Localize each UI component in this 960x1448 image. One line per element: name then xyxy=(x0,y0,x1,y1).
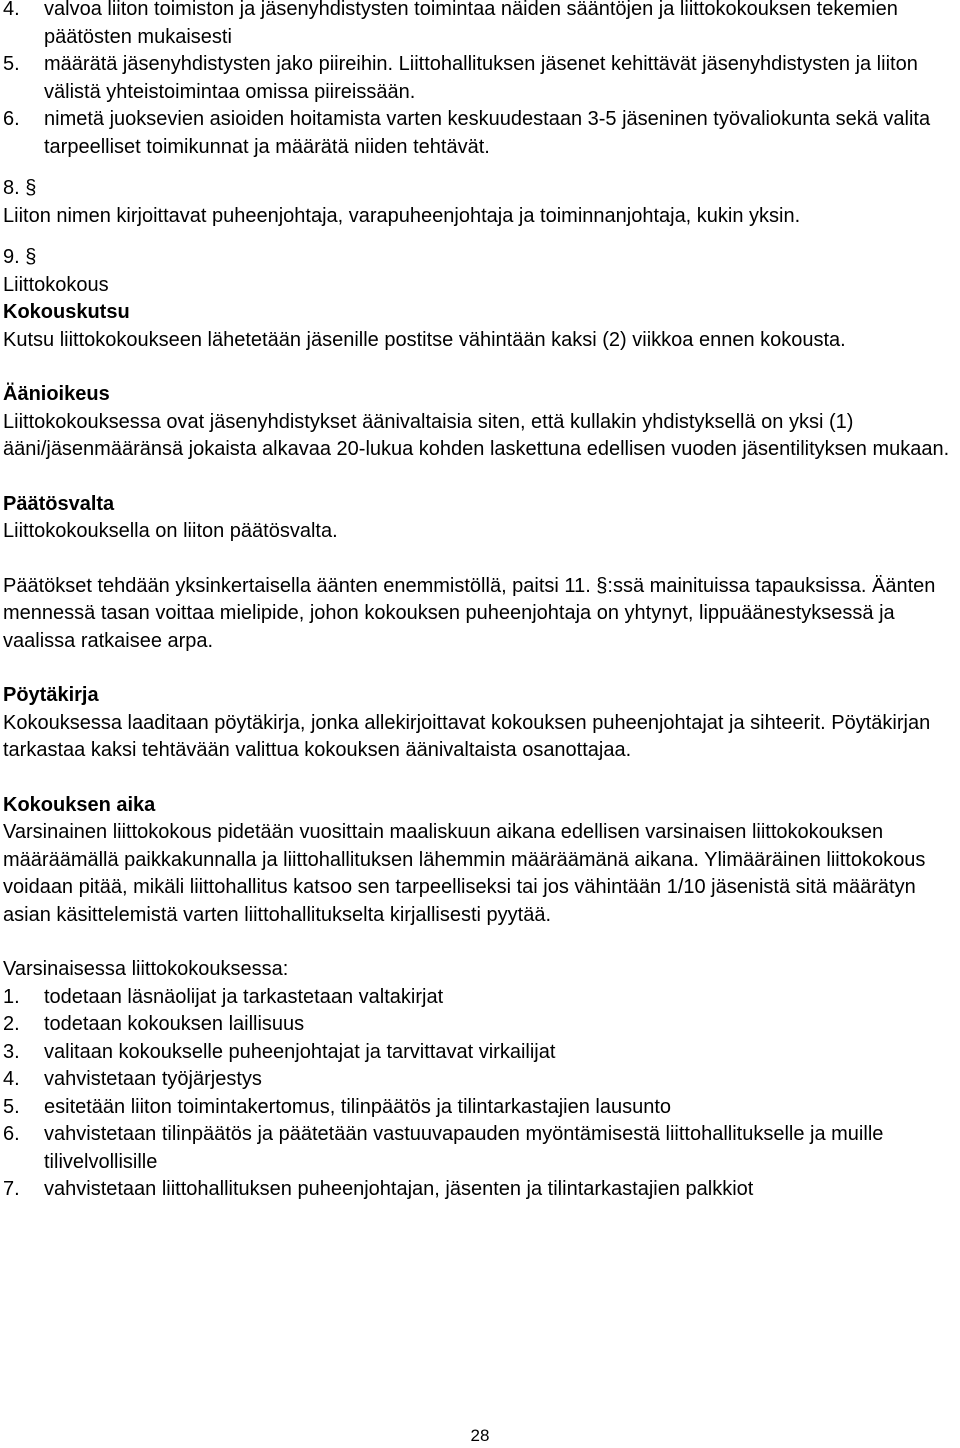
list-item-text: vahvistetaan työjärjestys xyxy=(44,1068,262,1090)
list-item xyxy=(3,1094,958,1122)
list-item xyxy=(3,1011,958,1039)
list-item xyxy=(3,0,958,51)
subheading-paatosvalta: Päätösvalta xyxy=(3,492,115,515)
list-item xyxy=(3,106,958,161)
paragraph-poytakirja: Kokouksessa laaditaan pöytäkirja, jonka allekirjoittavat kokouksen puheenjohtajat ja sihteerit. Pöytäkirjan tarkastaa kaksi tehtävään valittua kokouksen äänivaltaista osanottajaa. xyxy=(3,711,931,761)
section-8 xyxy=(3,175,958,230)
section-9 xyxy=(3,244,958,1204)
list-item-number: 5. xyxy=(3,53,20,75)
page-number: 28 xyxy=(470,1426,490,1445)
top-numbered-list xyxy=(3,0,958,161)
document-page xyxy=(3,0,958,1204)
subheading-poytakirja: Pöytäkirja xyxy=(3,684,99,706)
list-item-text: valitaan kokoukselle puheenjohtajat ja tarvittavat virkailijat xyxy=(44,1040,556,1063)
subheading-aanioikeus: Äänioikeus xyxy=(3,383,110,405)
list-item-number: 4. xyxy=(3,1068,20,1090)
paragraph-paatosvalta: Liittokokouksella on liiton päätösvalta. xyxy=(3,520,338,542)
section-number: 9. § xyxy=(3,246,37,268)
list-item-number: 5. xyxy=(3,1095,20,1118)
list-item-number: 7. xyxy=(3,1178,20,1200)
list-item-number: 1. xyxy=(3,985,20,1008)
subheading-kokouskutsu: Kokouskutsu xyxy=(3,301,130,323)
list-item xyxy=(3,1121,958,1176)
agenda-list xyxy=(3,984,958,1204)
list-item-number: 2. xyxy=(3,1013,20,1035)
list-item xyxy=(3,1039,958,1067)
paragraph-kokouksen-aika: Varsinainen liittokokous pidetään vuosittain maaliskuun aikana edellisen varsinaisen liittokokouksen määräämällä paikkakunnalla ja liittohallituksen lähemmin määräämänä aikana. Ylimääräinen liittokokous voidaan pitää, mikäli liittohallitus katsoo sen tarpeelliseksi tai jos vähintään 1/10 jäsenistä sitä määrätyn asian käsittelemistä varten liittohallitukselta kirjallisesti pyytää. xyxy=(3,821,926,926)
list-item-text: vahvistetaan tilinpäätös ja päätetään vastuuvapauden myöntämisestä liittohallitukselle ja muille tilivelvollisille xyxy=(44,1123,884,1173)
list-item-number: 6. xyxy=(3,108,20,130)
list-item-number: 6. xyxy=(3,1123,20,1145)
list-item-text: määrätä jäsenyhdistysten jako piireihin. Liittohallituksen jäsenet kehittävät jäsenyhdistysten ja liiton välistä yhteistoimintaa omissa piireissään. xyxy=(44,53,918,103)
list-item-text: valvoa liiton toimiston ja jäsenyhdistysten toimintaa näiden sääntöjen ja liittokokouksen tekemien päätösten mukaisesti xyxy=(44,0,898,48)
section-number: 8. § xyxy=(3,177,37,199)
list-item xyxy=(3,51,958,106)
section-text: Liiton nimen kirjoittavat puheenjohtaja, varapuheenjohtaja ja toiminnanjohtaja, kukin yksin. xyxy=(3,204,801,227)
list-item-number: 4. xyxy=(3,0,20,20)
agenda-intro: Varsinaisessa liittokokouksessa: xyxy=(3,958,289,980)
subheading-kokouksen-aika: Kokouksen aika xyxy=(3,793,156,816)
paragraph-aanioikeus: Liittokokouksessa ovat jäsenyhdistykset äänivaltaisia siten, että kullakin yhdistyksellä on yksi (1) ääni/jäsenmääränsä jokaista alkavaa 20-lukua kohden laskettuna edellisen vuoden jäsentilityksen mukaan. xyxy=(3,410,950,460)
list-item-text: nimetä juoksevien asioiden hoitamista varten keskuudestaan 3-5 jäseninen työvaliokunta sekä valita tarpeelliset toimikunnat ja määrätä niiden tehtävät. xyxy=(44,108,931,158)
list-item-text: todetaan läsnäolijat ja tarkastetaan valtakirjat xyxy=(44,985,444,1008)
list-item-number: 3. xyxy=(3,1040,20,1063)
list-item xyxy=(3,984,958,1012)
list-item xyxy=(3,1066,958,1094)
paragraph-paatokset: Päätökset tehdään yksinkertaisella äänten enemmistöllä, paitsi 11. §:ssä mainituissa tapauksissa. Äänten mennessä tasan voittaa mielipide, johon kokouksen puheenjohtaja on yhtynyt, lippuäänestyksessä ja vaalissa ratkaisee arpa. xyxy=(3,574,936,652)
paragraph-kokouskutsu: Kutsu liittokokoukseen lähetetään jäsenille postitse vähintään kaksi (2) viikkoa ennen kokousta. xyxy=(3,328,846,351)
section-title: Liittokokous xyxy=(3,273,109,296)
list-item-text: vahvistetaan liittohallituksen puheenjohtajan, jäsenten ja tilintarkastajien palkkiot xyxy=(44,1178,754,1200)
list-item-text: esitetään liiton toimintakertomus, tilinpäätös ja tilintarkastajien lausunto xyxy=(44,1095,672,1118)
list-item-text: todetaan kokouksen laillisuus xyxy=(44,1013,305,1035)
list-item xyxy=(3,1176,958,1204)
